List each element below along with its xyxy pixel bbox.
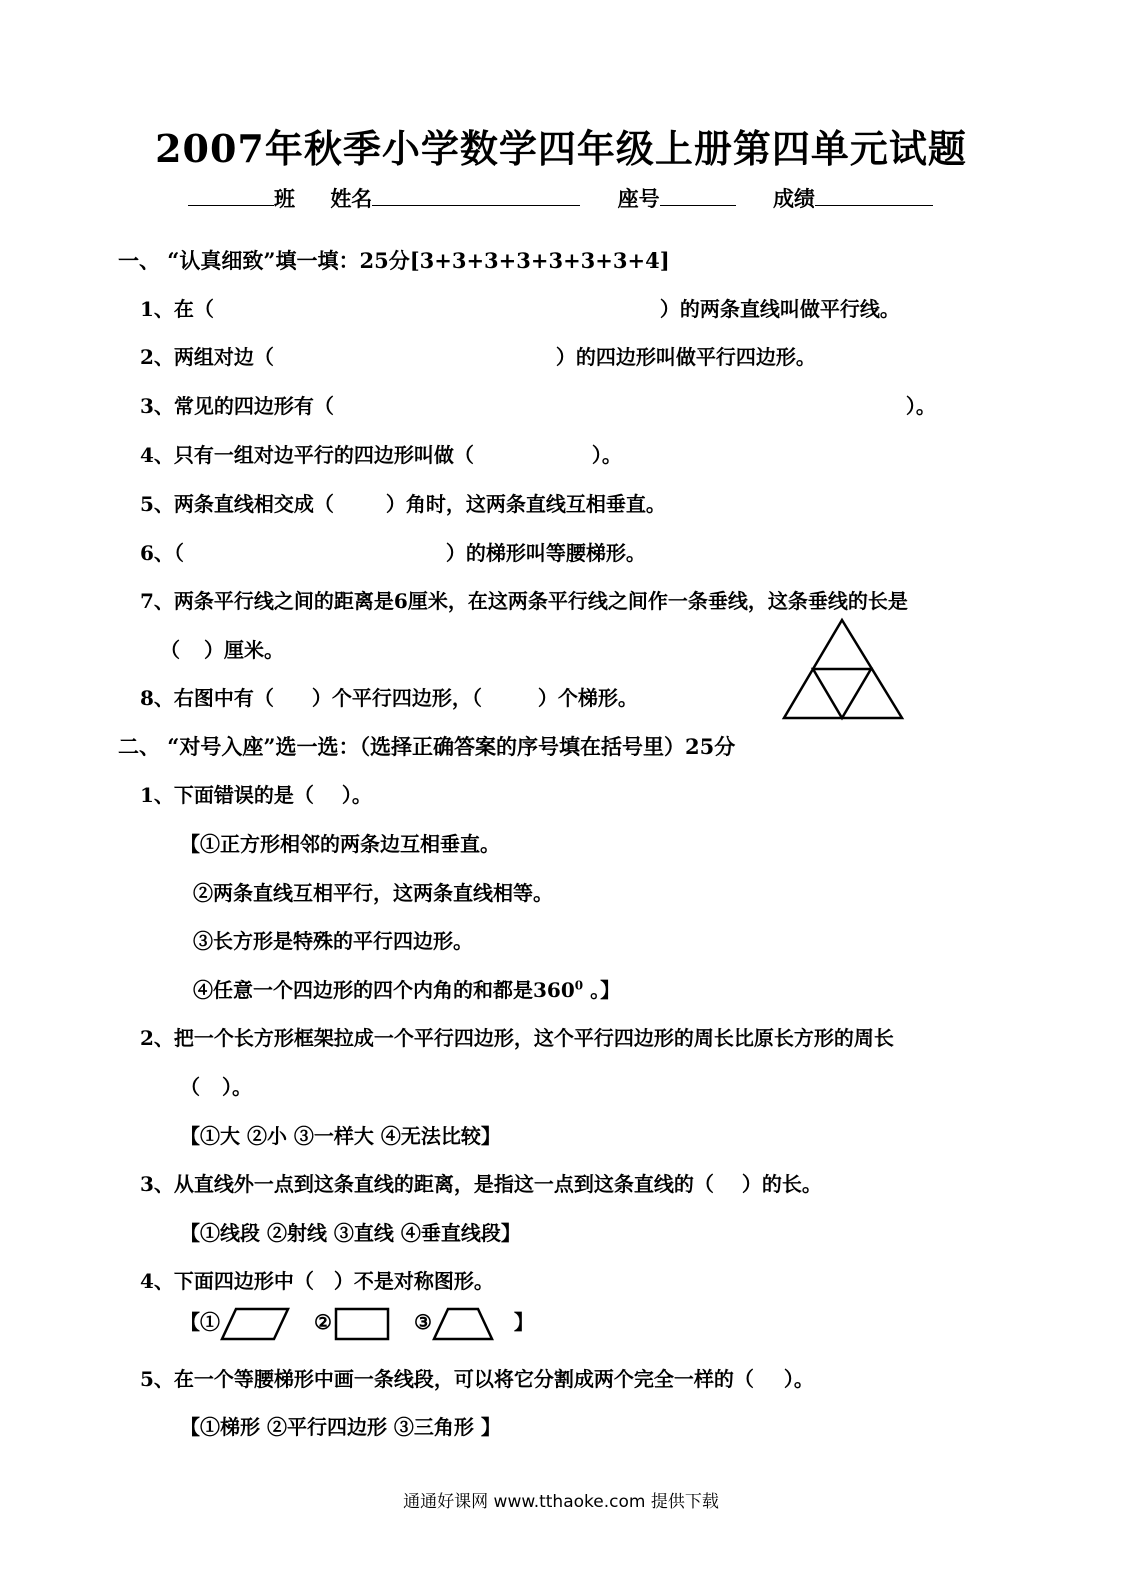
name-label: 姓名 [330,186,373,211]
s2-question-2: 2、把一个长方形框架拉成一个平行四边形，这个平行四边形的周长比原长方形的周长 [140,1026,894,1050]
trapezoid-shape [432,1307,494,1341]
name-blank[interactable] [372,183,580,206]
footer-watermark: 通通好课网 www.tthaoke.com 提供下载 [403,1492,719,1512]
s2-q2-options: 【①大 ②小 ③一样大 ④无法比较】 [180,1124,501,1148]
s2-question-2-cont: （ ）。 [180,1075,252,1099]
s1-question-8: 8、右图中有（ ）个平行四边形，（ ）个梯形。 [140,686,638,710]
student-info [188,183,933,213]
class-label: 班 [274,186,295,211]
s2-question-4: 4、下面四边形中（ ）不是对称图形。 [140,1269,494,1293]
score-label: 成绩 [772,186,815,211]
s2-q1-option-3: ③长方形是特殊的平行四边形。 [193,929,473,953]
score-blank[interactable] [815,183,933,206]
s2-q1-option-1: 【①正方形相邻的两条边互相垂直。 [180,832,500,856]
s2-q1-option-2: ②两条直线互相平行，这两条直线相等。 [193,881,553,905]
s2-question-1: 1、下面错误的是（ ）。 [140,783,372,807]
section1-heading: 一、 “认真细致”填一填：25分[3+3+3+3+3+3+3+4] [118,248,670,273]
s2-q3-options: 【①线段 ②射线 ③直线 ④垂直线段】 [180,1221,521,1245]
s2-question-3: 3、从直线外一点到这条直线的距离，是指这一点到这条直线的（ ）的长。 [140,1172,822,1196]
triangle-figure [780,616,906,722]
s2-q4-options: 【① ② ③ 】 [180,1306,534,1346]
rectangle-shape [332,1307,392,1341]
seat-blank[interactable] [660,183,736,206]
section2-heading: 二、 “对号入座”选一选：（选择正确答案的序号填在括号里）25分 [118,734,736,759]
class-blank[interactable] [188,183,274,206]
parallelogram-shape [220,1307,290,1341]
seat-label: 座号 [617,186,660,211]
s2-question-5: 5、在一个等腰梯形中画一条线段，可以将它分割成两个完全一样的（ ）。 [140,1367,814,1391]
s1-question-7-cont: （ ）厘米。 [160,638,284,662]
s1-question-3: 3、常见的四边形有（ ）。 [140,394,936,418]
s1-question-5: 5、两条直线相交成（ ）角时，这两条直线互相垂直。 [140,492,666,516]
s2-q5-options: 【①梯形 ②平行四边形 ③三角形 】 [180,1415,501,1439]
s1-question-1: 1、在（ ）的两条直线叫做平行线。 [140,297,900,321]
s1-question-4: 4、只有一组对边平行的四边形叫做（ ）。 [140,443,622,467]
s1-question-7: 7、两条平行线之间的距离是6厘米，在这两条平行线之间作一条垂线，这条垂线的长是 [140,589,908,613]
s2-q1-option-4: ④任意一个四边形的四个内角的和都是$360^0$ 。】 [193,978,621,1002]
exam-title: 2007年秋季小学数学四年级上册第四单元试题 [155,126,967,171]
s1-question-2: 2、两组对边（ ）的四边形叫做平行四边形。 [140,345,816,369]
s1-question-6: 6、（ ）的梯形叫等腰梯形。 [140,541,646,565]
